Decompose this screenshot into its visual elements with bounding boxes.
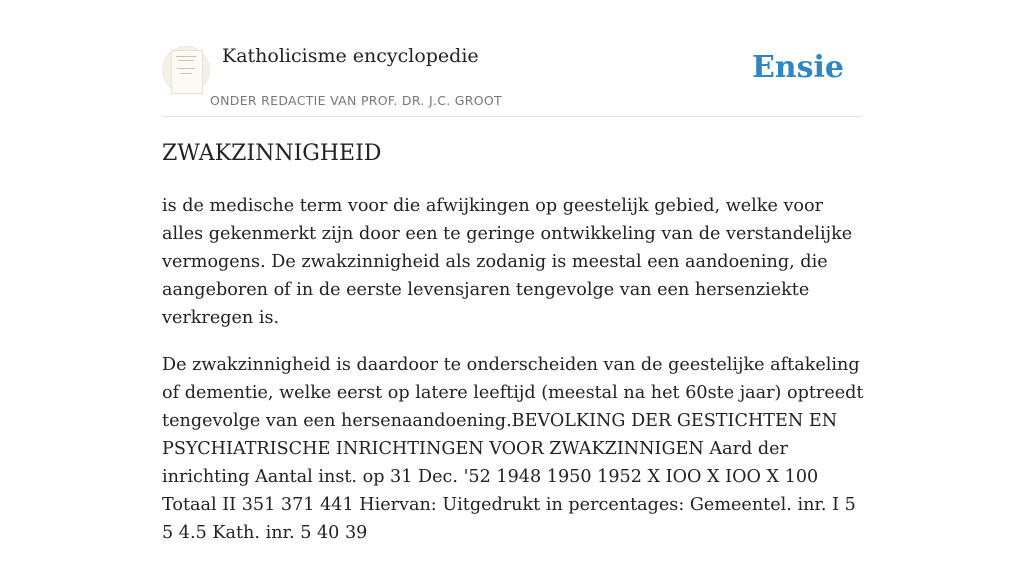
book-cover-line [180,73,192,74]
book-cover-line [178,60,194,61]
site-header [162,0,862,117]
book-title-link[interactable]: Katholicisme encyclopedie [222,45,479,67]
entry-paragraph: is de medische term voor die afwijkingen op geestelijk gebied, welke voor alles gekenmerkt zijn door een te geringe ontwikkeling van de verstandelijke vermogens. De zwakzinnigheid als zodanig is meestal een aandoening, die aangeboren of in de eerste levensjaren tengevolge van een hersenziekte verkregen is. [162,196,853,328]
entry-content [162,192,864,566]
book-cover-line [177,68,195,69]
book-cover-icon[interactable] [162,46,210,94]
ensie-logo-link[interactable]: Ensie [751,50,844,85]
book-cover-line [176,56,196,57]
entry-title: ZWAKZINNIGHEID [162,141,382,166]
book-subtitle: ONDER REDACTIE VAN PROF. DR. J.C. GROOT [210,93,502,108]
entry-paragraph: De zwakzinnigheid is daardoor te onderscheiden van de geestelijke aftakeling of dementie, welke eerst op latere leeftijd (meestal na het 60ste jaar) optreedt tengevolge van een hersenaandoening.BEVOLKING DER GESTICHTEN EN PSYCHIATRISCHE INRICHTINGEN VOOR ZWAKZINNIGEN Aard der inrichting Aantal inst. op 31 Dec. '52 1948 1950 1952 X IOO X IOO X 100 Totaal II 351 371 441 Hiervan: Uitgedrukt in percentages: Gemeentel. inr. I 5 5 4.5 Kath. inr. 5 40 39 [162,355,864,543]
